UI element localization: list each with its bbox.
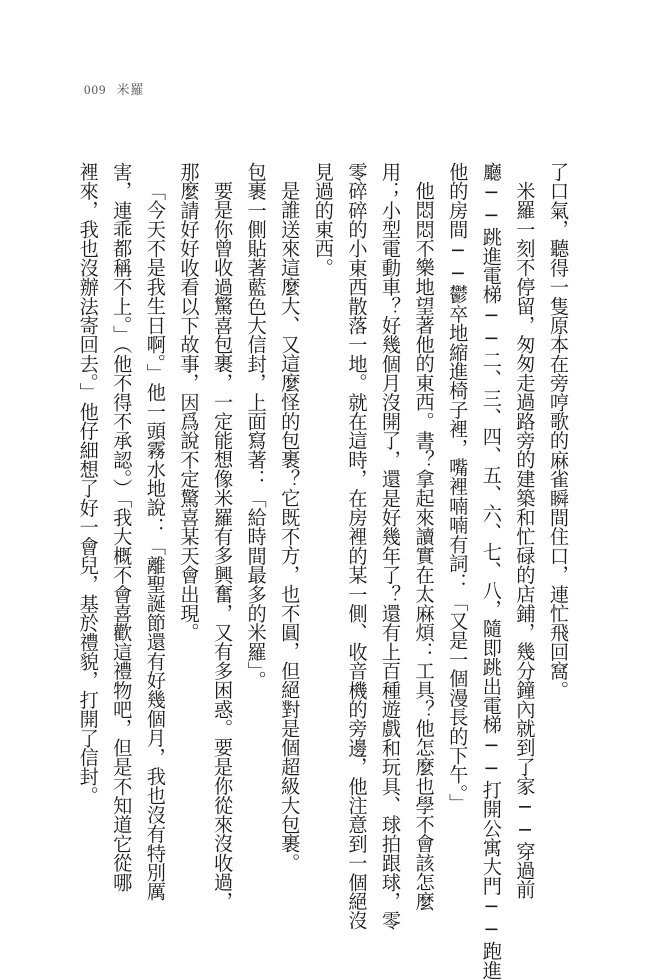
text-line: 「今天不是我生日啊。」他一頭霧水地說：「離聖誕節還有好幾個月，我也沒有特別厲: [143, 181, 167, 902]
text-line: 害，連乖都稱不上。」（他不得不承認。）「我大概不會喜歡這禮物吧，但是不知道它從哪: [110, 162, 134, 892]
text-line: 是誰送來這麼大、又這麼怪的包裹？它既不方，也不圓，但絕對是個超級大包裹。: [278, 181, 302, 873]
vertical-text-body: [71, 162, 575, 980]
text-line: 裡來，我也沒辦法寄回去。」他仔細想了好一會兒，基於禮貌，打開了信封。: [76, 162, 100, 806]
text-line: 零碎碎的小東西散落一地。就在這時，在房裡的某一側、收音機的旁邊，他注意到一個絕沒: [345, 162, 369, 930]
text-line: 包裹一側貼著藍色大信封，上面寫著：「給時間最多的米羅」。: [244, 162, 268, 690]
chapter-title: 米羅: [116, 82, 145, 97]
text-line: 米羅一刻不停留，匆匆走過路旁的建築和忙碌的店鋪，幾分鐘內就到了家──穿過前: [513, 181, 537, 900]
text-line: 見過的東西。: [311, 162, 335, 278]
text-line: 他的房間──鬱卒地縮進椅子裡，嘴裡喃喃有詞：「又是一個漫長的下午。」: [446, 162, 470, 813]
text-line: 那麼請好好收看以下故事，因爲說不定驚喜某天會出現。: [177, 162, 201, 642]
running-header: [84, 79, 145, 98]
page-number: 009: [84, 82, 107, 97]
text-line: 要是你曾收過驚喜包裹，一定能想像米羅有多興奮，又有多困惑。要是你從來沒收過，: [211, 181, 235, 911]
text-line: 了口氣，聽得一隻原本在旁哼歌的麻雀瞬間住口，連忙飛回窩。: [547, 162, 570, 700]
text-line: 用；小型電動車？好幾個月沒開了，還是好幾年了？還有上百種遊戲和玩具、球拍跟球，零: [379, 162, 403, 930]
text-line: 他悶悶不樂地望著他的東西。書？拿起來讀實在太麻煩：工具？他怎麼也學不會該怎麼: [412, 181, 436, 911]
text-line: 廳──跳進電梯──二、三、四、五、六、七、八，隨即跳出電梯──打開公寓大門──跑進: [479, 162, 503, 980]
